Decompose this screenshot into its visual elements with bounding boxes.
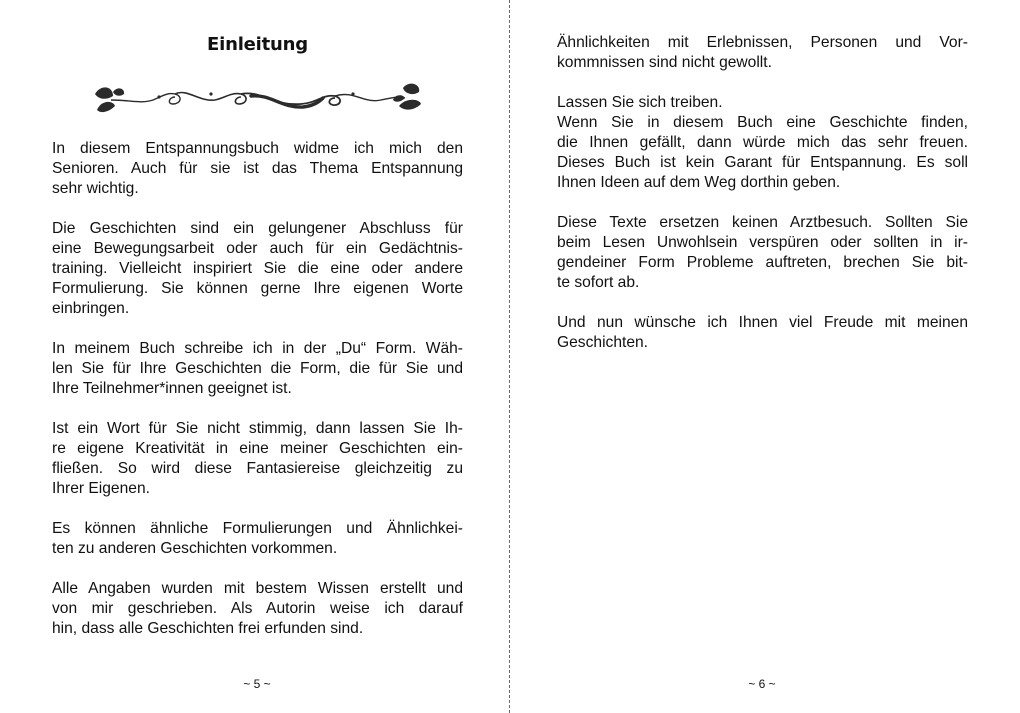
paragraph bbox=[52, 139, 463, 199]
left-page-text bbox=[52, 139, 463, 659]
text-line: te sofort ab. bbox=[557, 274, 640, 291]
text-line: die Ihnen gefällt, dann würde mich das sehr freuen. bbox=[557, 134, 968, 151]
text-line: Ihrer Eigenen. bbox=[52, 480, 150, 497]
paragraph bbox=[557, 93, 968, 193]
text-line: von mir geschrieben. Als Autorin weise ich darauf bbox=[52, 600, 463, 617]
text-line: Ihnen Ideen auf dem Weg dorthin geben. bbox=[557, 174, 841, 191]
text-line: Ist ein Wort für Sie nicht stimmig, dann lassen Sie Ih- bbox=[52, 420, 463, 437]
text-line: Dieses Buch ist kein Garant für Entspannung. Es soll bbox=[557, 154, 968, 171]
text-line: In diesem Entspannungsbuch widme ich mich den bbox=[52, 140, 463, 157]
paragraph bbox=[52, 219, 463, 319]
text-line: ten zu anderen Geschichten vorkommen. bbox=[52, 540, 338, 557]
text-line: gendeiner Form Probleme auftreten, brechen Sie bit- bbox=[557, 254, 968, 271]
text-line: fließen. So wird diese Fantasiereise gleichzeitig zu bbox=[52, 460, 463, 477]
text-line: hin, dass alle Geschichten frei erfunden sind. bbox=[52, 620, 364, 637]
text-line: Lassen Sie sich treiben. bbox=[557, 94, 723, 111]
text-line: einbringen. bbox=[52, 300, 130, 317]
paragraph bbox=[557, 313, 968, 353]
text-line: Diese Texte ersetzen keinen Arztbesuch. Sollten Sie bbox=[557, 214, 968, 231]
text-line: kommnissen sind nicht gewollt. bbox=[557, 54, 772, 71]
right-page-text bbox=[557, 33, 968, 373]
text-line: Senioren. Auch für sie ist das Thema Entspannung bbox=[52, 160, 463, 177]
text-line: sehr wichtig. bbox=[52, 180, 139, 197]
page-number: ~ 6 ~ bbox=[748, 677, 776, 691]
text-line: beim Lesen Unwohlsein verspüren oder sollten in ir- bbox=[557, 234, 968, 251]
paragraph bbox=[557, 33, 968, 73]
vine-flourish-icon bbox=[91, 80, 427, 116]
text-line: len Sie für Ihre Geschichten die Form, die für Sie und bbox=[52, 360, 463, 377]
text-line: Formulierung. Sie können gerne Ihre eigenen Worte bbox=[52, 280, 463, 297]
paragraph bbox=[52, 419, 463, 499]
text-line: Wenn Sie in diesem Buch eine Geschichte finden, bbox=[557, 114, 968, 131]
paragraph bbox=[557, 213, 968, 293]
page-title: Einleitung bbox=[207, 34, 308, 55]
text-line: eine Bewegungsarbeit oder auch für ein Gedächtnis- bbox=[52, 240, 463, 257]
text-line: Alle Angaben wurden mit bestem Wissen erstellt und bbox=[52, 580, 463, 597]
paragraph bbox=[52, 579, 463, 639]
paragraph bbox=[52, 519, 463, 559]
text-line: Ähnlichkeiten mit Erlebnissen, Personen und Vor- bbox=[557, 34, 968, 51]
text-line: Und nun wünsche ich Ihnen viel Freude mit meinen bbox=[557, 314, 968, 331]
text-line: training. Vielleicht inspiriert Sie die eine oder andere bbox=[52, 260, 463, 277]
text-line: In meinem Buch schreibe ich in der „Du“ Form. Wäh- bbox=[52, 340, 463, 357]
page-number: ~ 5 ~ bbox=[243, 677, 271, 691]
text-line: re eigene Kreativität in eine meiner Geschichten ein- bbox=[52, 440, 463, 457]
text-line: Geschichten. bbox=[557, 334, 649, 351]
text-line: Es können ähnliche Formulierungen und Ähnlichkei- bbox=[52, 520, 463, 537]
text-line: Die Geschichten sind ein gelungener Abschluss für bbox=[52, 220, 463, 237]
right-page bbox=[511, 0, 1020, 713]
paragraph bbox=[52, 339, 463, 399]
page-fold-divider bbox=[509, 0, 510, 713]
text-line: Ihre Teilnehmer*innen geeignet ist. bbox=[52, 380, 292, 397]
